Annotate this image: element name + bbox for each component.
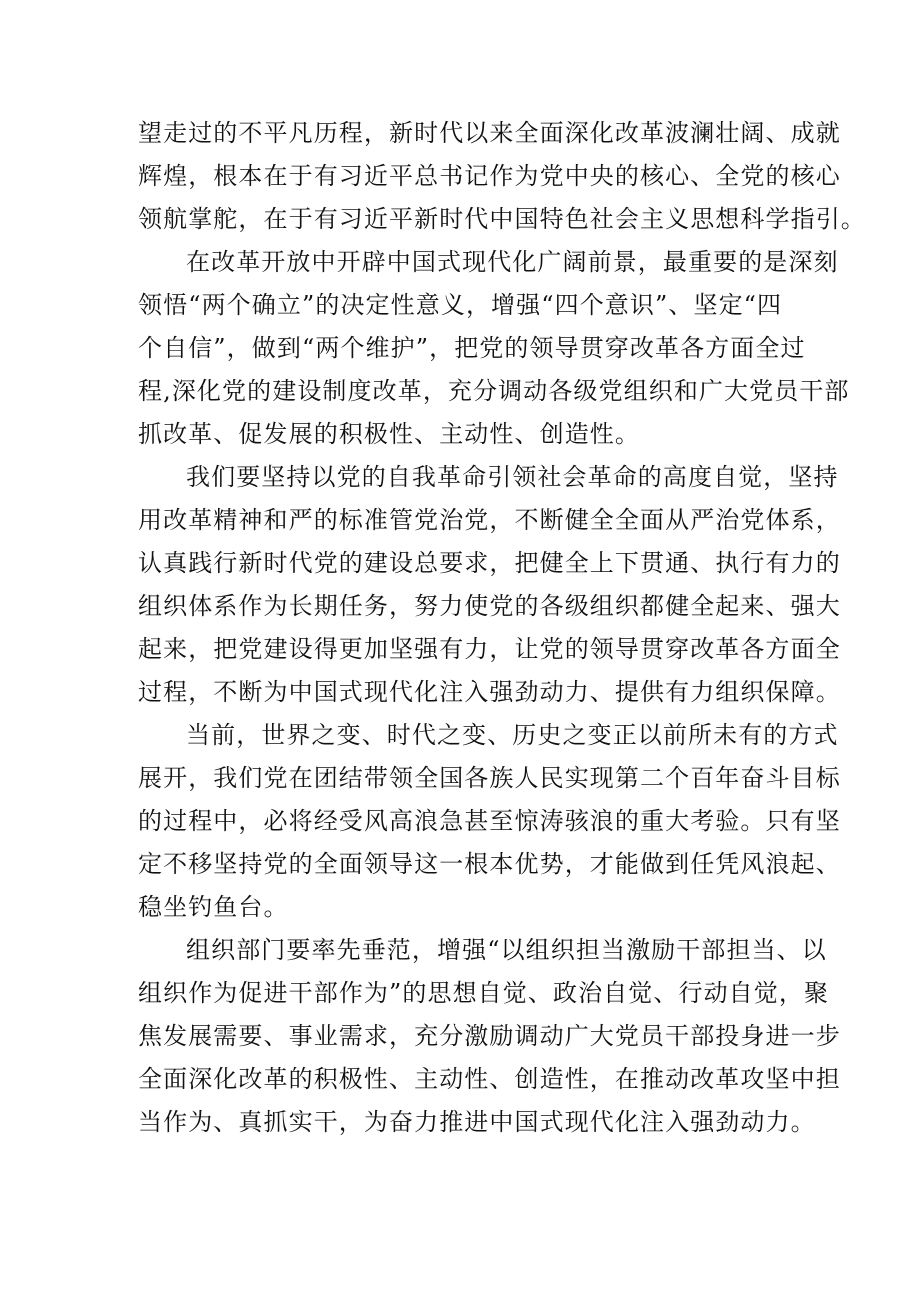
paragraph-1 [138,112,866,241]
text-line: 起来，把党建设得更加坚强有力，让党的领导贯穿改革各方面全 [138,635,841,663]
text-line: 全面深化改革的积极性、主动性、创造性，在推动改革攻坚中担 [138,1065,841,1093]
text-line: 组织部门要率先垂范，增强“以组织担当激励干部担当、以 [186,936,827,964]
text-line: 领航掌舵，在于有习近平新时代中国特色社会主义思想科学指引。 [138,205,866,233]
text-line: 我们要坚持以党的自我革命引领社会革命的高度自觉，坚持 [186,463,839,491]
paragraph-3 [138,456,841,714]
text-line: 当作为、真抓实干，为奋力推进中国式现代化注入强劲动力。 [138,1108,816,1136]
text-line: 展开，我们党在团结带领全国各族人民实现第二个百年奋斗目标 [138,764,841,792]
text-line: 辉煌，根本在于有习近平总书记作为党中央的核心、全党的核心 [138,162,841,190]
text-line: 的过程中，必将经受风高浪急甚至惊涛骇浪的重大考验。只有坚 [138,807,841,835]
paragraph-2 [138,241,850,456]
paragraph-5 [138,929,841,1144]
text-line: 在改革开放中开辟中国式现代化广阔前景，最重要的是深刻 [186,248,839,276]
text-line: 当前，世界之变、时代之变、历史之变正以前所未有的方式 [186,721,839,749]
text-line: 领悟“两个确立”的决定性意义，增强“四个意识”、坚定“四 [138,291,783,319]
text-line: 焦发展需要、事业需求，充分激励调动广大党员干部投身进一步 [138,1022,841,1050]
text-line: 认真践行新时代党的建设总要求，把健全上下贯通、执行有力的 [138,549,841,577]
text-line: 个自信”，做到“两个维护”，把党的领导贯穿改革各方面全过 [138,334,806,362]
text-line: 稳坐钓鱼台。 [138,893,289,921]
text-line: 过程，不断为中国式现代化注入强劲动力、提供有力组织保障。 [138,678,841,706]
text-line: 组织体系作为长期任务，努力使党的各级组织都健全起来、强大 [138,592,841,620]
document-body [138,112,866,1144]
text-line: 望走过的不平凡历程，新时代以来全面深化改革波澜壮阔、成就 [138,119,841,147]
text-line: 定不移坚持党的全面领导这一根本优势，才能做到任凭风浪起、 [138,850,841,878]
text-line: 抓改革、促发展的积极性、主动性、创造性。 [138,420,640,448]
text-line: 组织作为促进干部作为”的思想自觉、政治自觉、行动自觉，聚 [138,979,830,1007]
paragraph-4 [138,714,841,929]
text-line: 程,深化党的建设制度改革，充分调动各级党组织和广大党员干部 [138,377,850,405]
text-line: 用改革精神和严的标准管党治党，不断健全全面从严治党体系， [138,506,841,534]
